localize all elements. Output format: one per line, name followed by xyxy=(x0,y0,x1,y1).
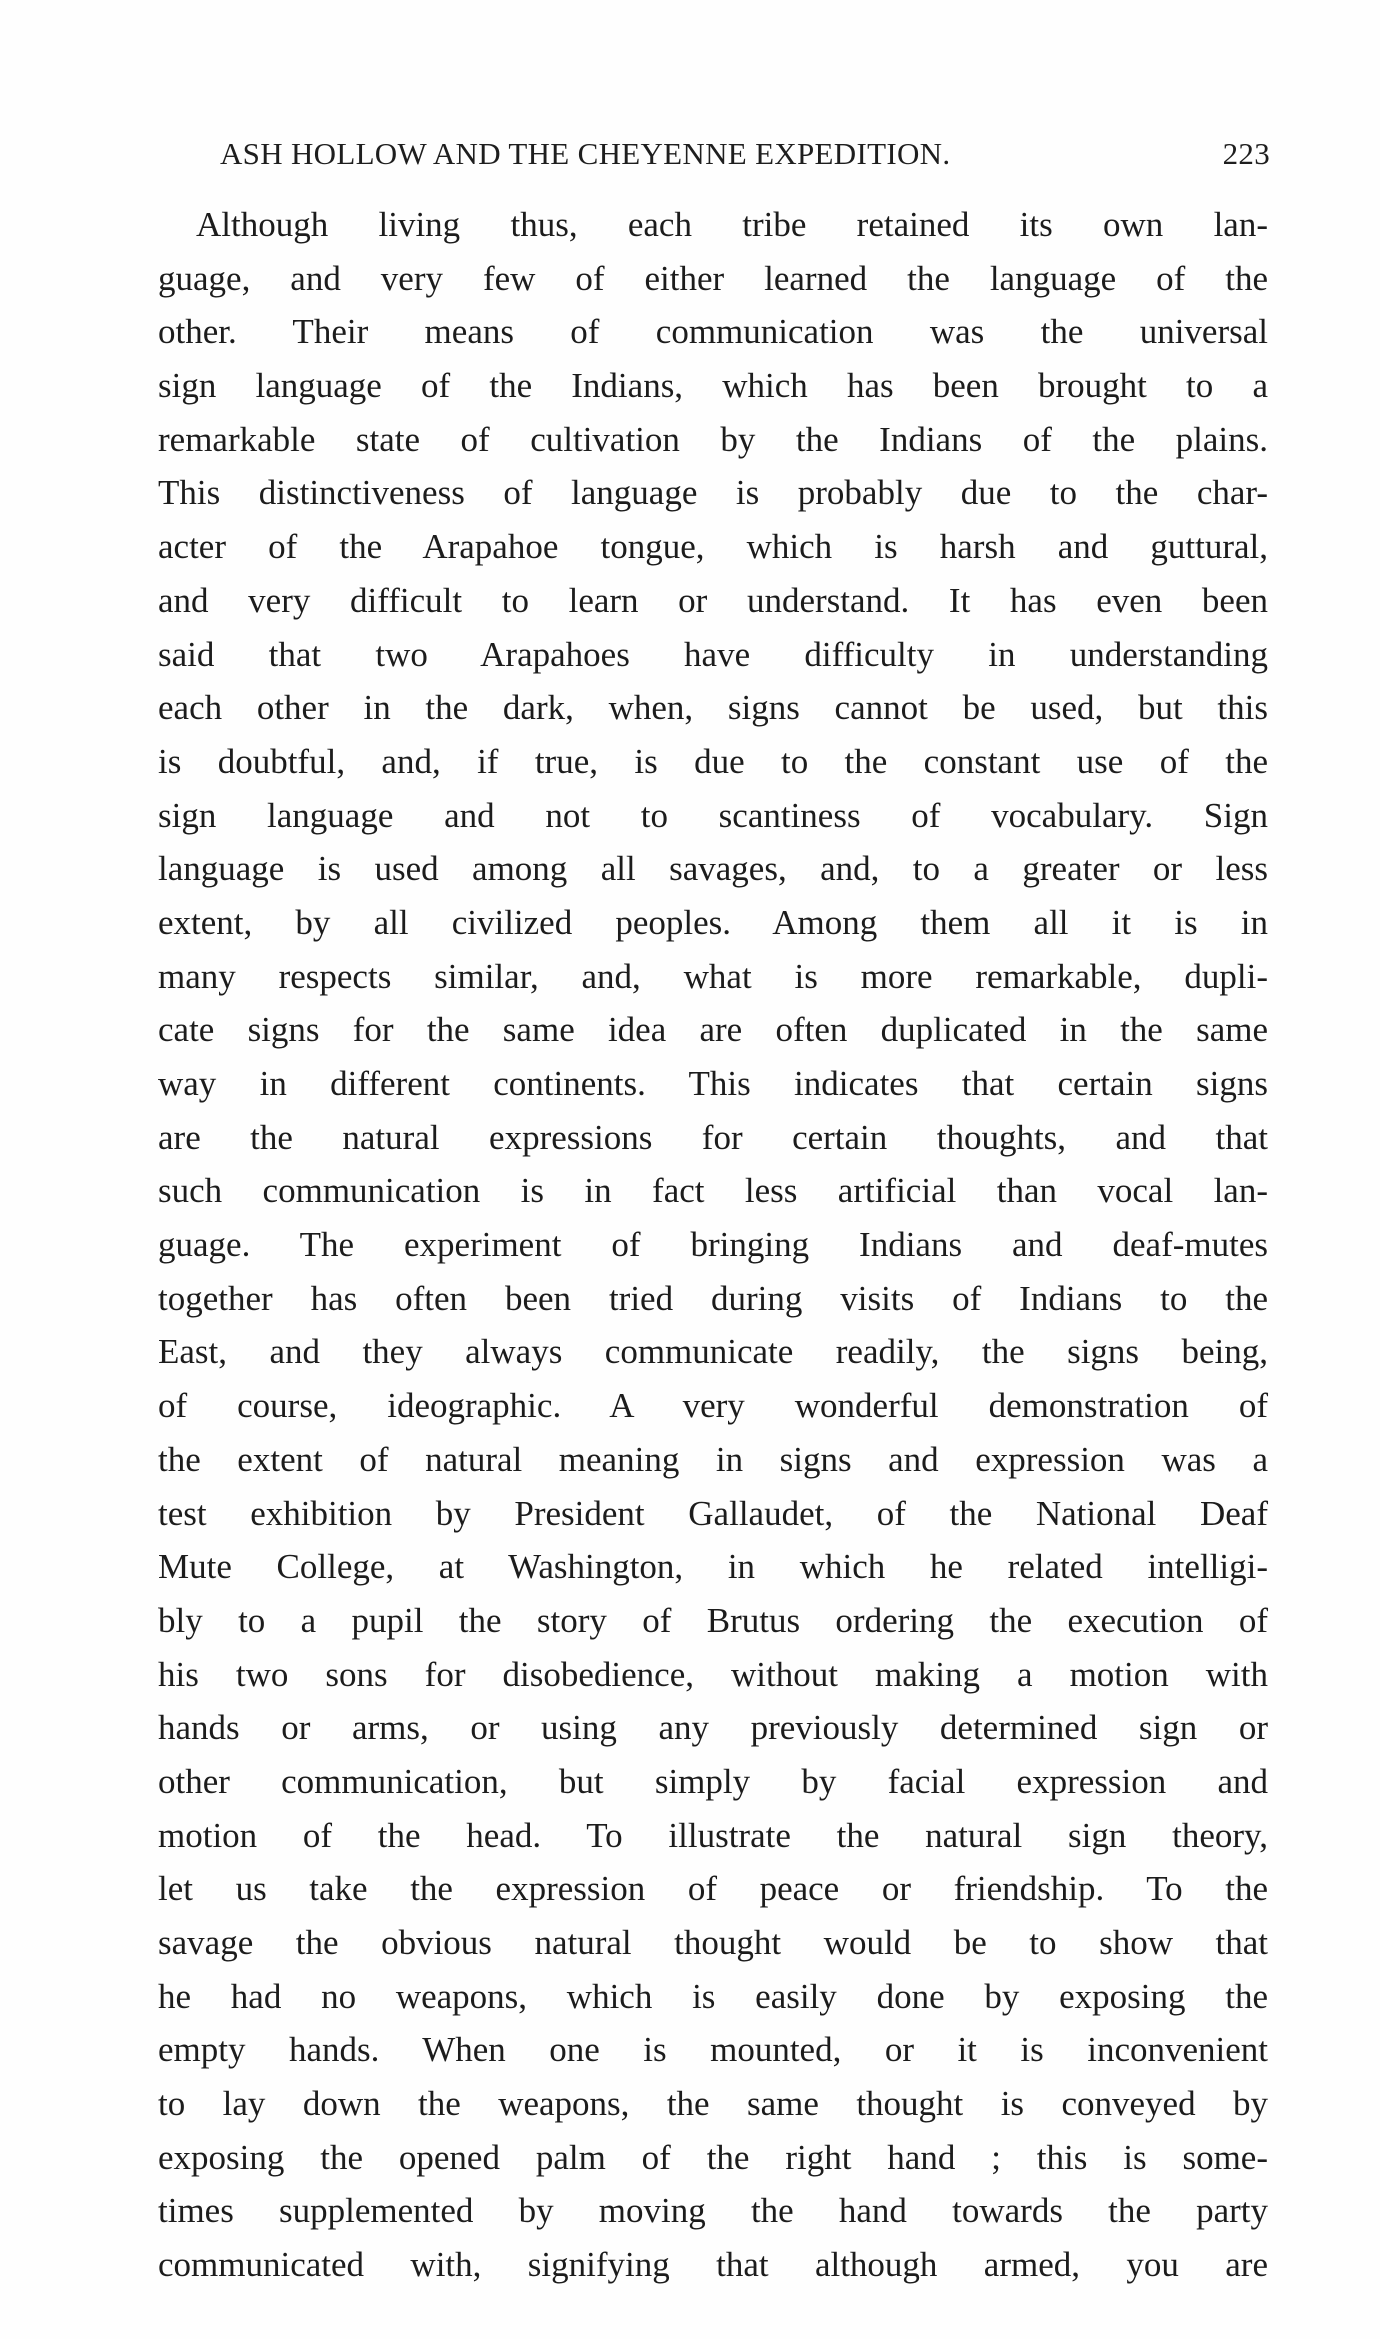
text-line: sign language and not to scantiness of vocabulary. Sign xyxy=(158,795,1268,835)
text-line: way in different continents. This indicates that certain signs xyxy=(158,1064,1268,1103)
text-line: guage. The experiment of bringing Indians and deaf-mutes xyxy=(158,1225,1268,1265)
body-text xyxy=(158,198,1268,2292)
text-line: savage the obvious natural thought would be to show that xyxy=(158,1923,1268,1962)
text-line: let us take the expression of peace or friendship. To the xyxy=(158,1869,1268,1909)
text-line: guage, and very few of either learned the language of the xyxy=(158,258,1268,298)
text-line: language is used among all savages, and, to a greater or less xyxy=(158,849,1268,889)
chapter-title: ASH HOLLOW AND THE CHEYENNE EXPEDITION. xyxy=(220,136,951,171)
text-line: his two sons for disobedience, without making a motion with xyxy=(158,1654,1268,1694)
text-line: cate signs for the same idea are often duplicated in the same xyxy=(158,1010,1268,1050)
text-line: many respects similar, and, what is more remarkable, dupli- xyxy=(158,956,1268,996)
text-line: and very difficult to learn or understand. It has even been xyxy=(158,580,1268,620)
text-line: This distinctiveness of language is probably due to the char- xyxy=(158,473,1268,513)
text-line: such communication is in fact less artificial than vocal lan- xyxy=(158,1171,1268,1211)
text-line: motion of the head. To illustrate the natural sign theory, xyxy=(158,1815,1268,1855)
text-line: each other in the dark, when, signs cannot be used, but this xyxy=(158,688,1268,728)
text-line: he had no weapons, which is easily done by exposing the xyxy=(158,1976,1268,2016)
paragraph-first-line: Although living thus, each tribe retained its own lan- xyxy=(196,205,1268,244)
text-line: other. Their means of communication was the universal xyxy=(158,312,1268,352)
running-head xyxy=(220,136,1270,176)
text-line: together has often been tried during visits of Indians to the xyxy=(158,1278,1268,1318)
text-line: Mute College, at Washington, in which he related intelligi- xyxy=(158,1547,1268,1587)
text-line: hands or arms, or using any previously determined sign or xyxy=(158,1708,1268,1748)
text-line: other communication, but simply by facial expression and xyxy=(158,1761,1268,1801)
text-line: East, and they always communicate readily, the signs being, xyxy=(158,1332,1268,1372)
text-line: the extent of natural meaning in signs and expression was a xyxy=(158,1439,1268,1479)
text-line: bly to a pupil the story of Brutus ordering the execution of xyxy=(158,1600,1268,1640)
text-line: of course, ideographic. A very wonderful demonstration of xyxy=(158,1386,1268,1426)
text-line: remarkable state of cultivation by the Indians of the plains. xyxy=(158,419,1268,459)
text-line: acter of the Arapahoe tongue, which is harsh and guttural, xyxy=(158,527,1268,567)
text-line: is doubtful, and, if true, is due to the constant use of the xyxy=(158,741,1268,781)
text-line: are the natural expressions for certain thoughts, and that xyxy=(158,1117,1268,1157)
text-line: test exhibition by President Gallaudet, of the National Deaf xyxy=(158,1493,1268,1533)
text-line: said that two Arapahoes have difficulty in understanding xyxy=(158,634,1268,674)
text-line: to lay down the weapons, the same thought is conveyed by xyxy=(158,2084,1268,2124)
text-line: exposing the opened palm of the right hand ; this is some- xyxy=(158,2137,1268,2177)
text-line: communicated with, signifying that although armed, you are xyxy=(158,2245,1268,2285)
text-line: sign language of the Indians, which has been brought to a xyxy=(158,366,1268,406)
text-line: times supplemented by moving the hand towards the party xyxy=(158,2191,1268,2231)
text-line: empty hands. When one is mounted, or it is inconvenient xyxy=(158,2030,1268,2070)
page-number: 223 xyxy=(1222,136,1270,171)
text-line: extent, by all civilized peoples. Among them all it is in xyxy=(158,902,1268,942)
